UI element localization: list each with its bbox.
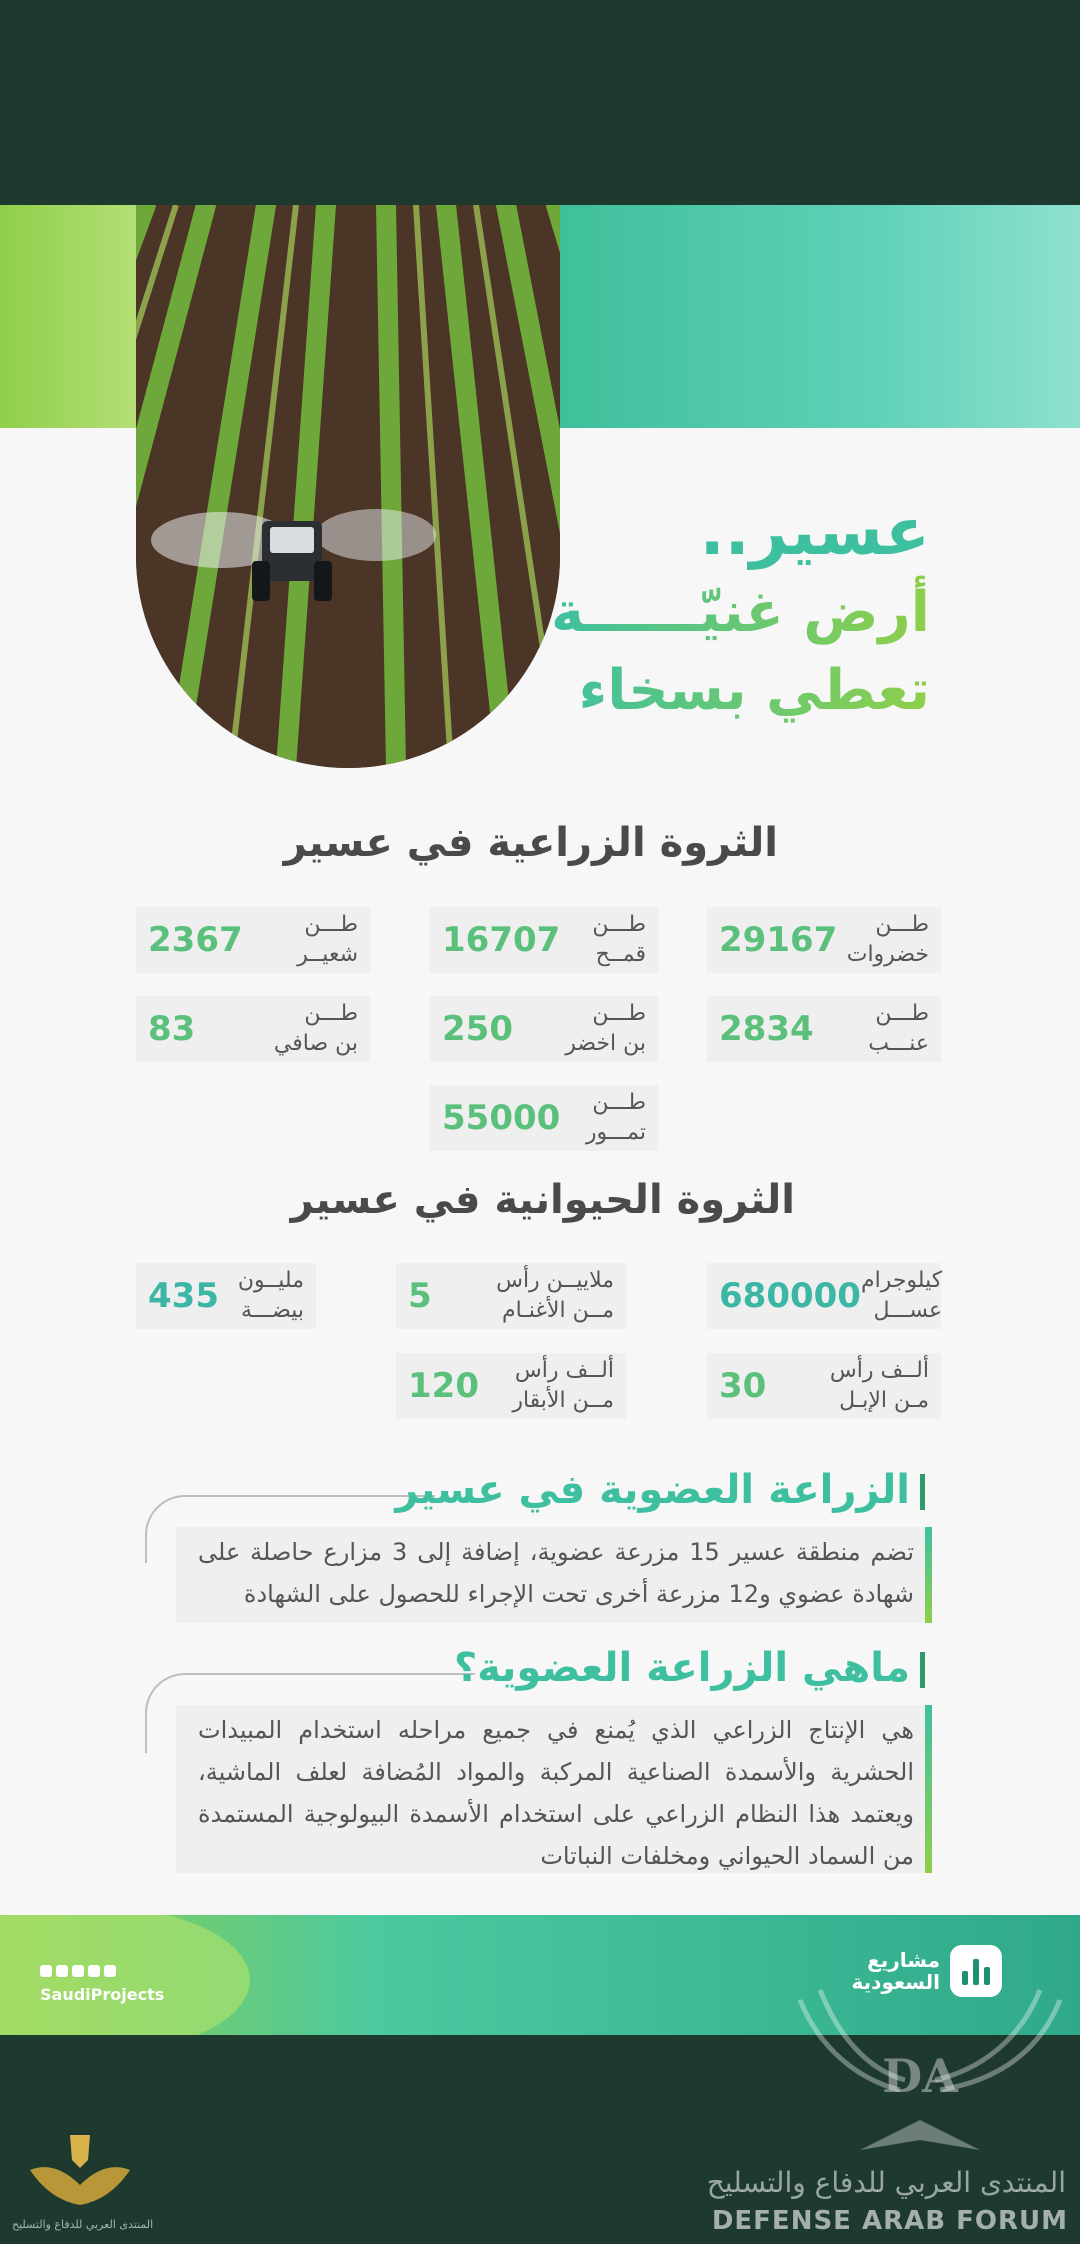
watermark-small-text: المنتدى العربي للدفاع والتسليح: [12, 2218, 154, 2231]
whatis-text-box: [176, 1705, 932, 1873]
facebook-icon[interactable]: [72, 1965, 84, 1977]
organic-text: تضم منطقة عسير 15 مزرعة عضوية، إضافة إلى 3 مزارع حاصلة على شهادة عضوي و12 مزرعة أخرى تحت الإجراء للحصول على الشهادة: [198, 1538, 915, 1608]
organic-heading: [395, 1467, 925, 1513]
stat-value: 250: [442, 1009, 513, 1049]
stat-card-wheat: [430, 907, 658, 973]
forum-emblem-icon: [10, 2130, 150, 2230]
agri-heading: [284, 820, 778, 866]
infographic-sheet: [0, 205, 1080, 2035]
tractor-field-photo: [136, 205, 560, 768]
animal-heading-text: الثروة الحيوانية في عسير: [290, 1177, 795, 1223]
stat-card-barley: [136, 907, 370, 973]
stat-card-vegetables: [707, 907, 941, 973]
stat-card-grapes: [707, 996, 941, 1062]
stat-label: طـــن تمـــور: [585, 1090, 646, 1145]
stat-value: 5: [408, 1276, 432, 1316]
stat-label: طـــن قمــح: [592, 912, 646, 967]
stat-label: كيلوجرام عســـل: [860, 1268, 943, 1323]
instagram-icon[interactable]: [56, 1965, 68, 1977]
stat-value: 435: [148, 1276, 219, 1316]
stat-label: ألــف رأس مــن الأبقار: [512, 1358, 614, 1413]
twitter-icon[interactable]: [88, 1965, 100, 1977]
stat-value: 83: [148, 1009, 196, 1049]
text-accent-bar: [925, 1705, 932, 1873]
youtube-icon[interactable]: [104, 1965, 116, 1977]
hero-title-line3: تعطي بسخاء: [551, 652, 930, 730]
stat-card-sheep: [396, 1263, 626, 1329]
footer-gloss: [0, 1915, 250, 2035]
stat-value: 29167: [719, 920, 838, 960]
footer-handle[interactable]: SaudiProjects: [40, 1985, 165, 2004]
stat-label: ملاييــن رأس مــن الأغنـام: [496, 1268, 614, 1323]
stat-label: طـــن شعيــر: [297, 912, 358, 967]
stat-card-green-coffee: [430, 996, 658, 1062]
stat-label: طـــن خضروات: [846, 912, 929, 967]
hero-title-line2: أرض غنيّــــــة: [551, 574, 930, 652]
brand-text: مشاريع السعودية: [851, 1948, 940, 1994]
stat-label: طـــن بن اخضر: [565, 1001, 646, 1056]
stat-value: 680000: [719, 1276, 861, 1316]
stat-card-eggs: [136, 1263, 316, 1329]
text-accent-bar: [925, 1527, 932, 1623]
stat-label: مليــون بيضـــة: [237, 1268, 304, 1323]
whatis-heading: [454, 1645, 925, 1691]
stat-card-dates: [430, 1085, 658, 1151]
watermark-english: DEFENSE ARAB FORUM: [711, 2206, 1068, 2236]
heading-bar: [920, 1474, 925, 1510]
stat-value: 55000: [442, 1098, 561, 1138]
hero-title-line1: عسير..: [699, 493, 930, 570]
snapchat-icon[interactable]: [40, 1965, 52, 1977]
watermark-wings-logo: [760, 1960, 1080, 2244]
top-dark-band: [0, 0, 1080, 205]
stat-value: 2367: [148, 920, 243, 960]
stat-card-cattle: [396, 1353, 626, 1419]
animal-heading: [291, 1177, 795, 1223]
organic-heading-text: الزراعة العضوية في عسير: [395, 1467, 910, 1513]
stat-label: طـــن عنـــب: [868, 1001, 929, 1056]
heading-bar: [920, 1652, 925, 1688]
stat-label: طـــن بن صافي: [273, 1001, 358, 1056]
hero-title: [551, 490, 930, 730]
stat-value: 30: [719, 1366, 767, 1406]
stat-card-honey: [707, 1263, 941, 1329]
whatis-text: هي الإنتاج الزراعي الذي يُمنع في جميع مراحله استخدام المبيدات الحشرية والأسمدة الصناعية المركبة والمواد المُضافة لعلف الماشية، ويعتمد هذا النظام الزراعي على استخدام الأسمدة البيولوجية المستمدة من السماد الحيواني ومخلفات النباتات: [198, 1716, 914, 1870]
stat-value: 16707: [442, 920, 561, 960]
agri-heading-text: الثروة الزراعية في عسير: [283, 820, 778, 866]
stat-value: 2834: [719, 1009, 814, 1049]
header-gradient-left: [0, 205, 150, 428]
stat-value: 120: [408, 1366, 479, 1406]
organic-text-box: [176, 1527, 932, 1623]
stat-label: ألــف رأس مـن الإبـل: [829, 1358, 929, 1413]
header-gradient-right: [560, 205, 1080, 428]
social-icons: [40, 1965, 116, 1977]
watermark-arabic: المنتدى العربي للدفاع والتسليح: [706, 2166, 1066, 2199]
whatis-heading-text: ماهي الزراعة العضوية؟: [453, 1645, 910, 1691]
stat-card-camels: [707, 1353, 941, 1419]
stat-card-pure-coffee: [136, 996, 370, 1062]
svg-text:DA: DA: [882, 2049, 958, 2103]
